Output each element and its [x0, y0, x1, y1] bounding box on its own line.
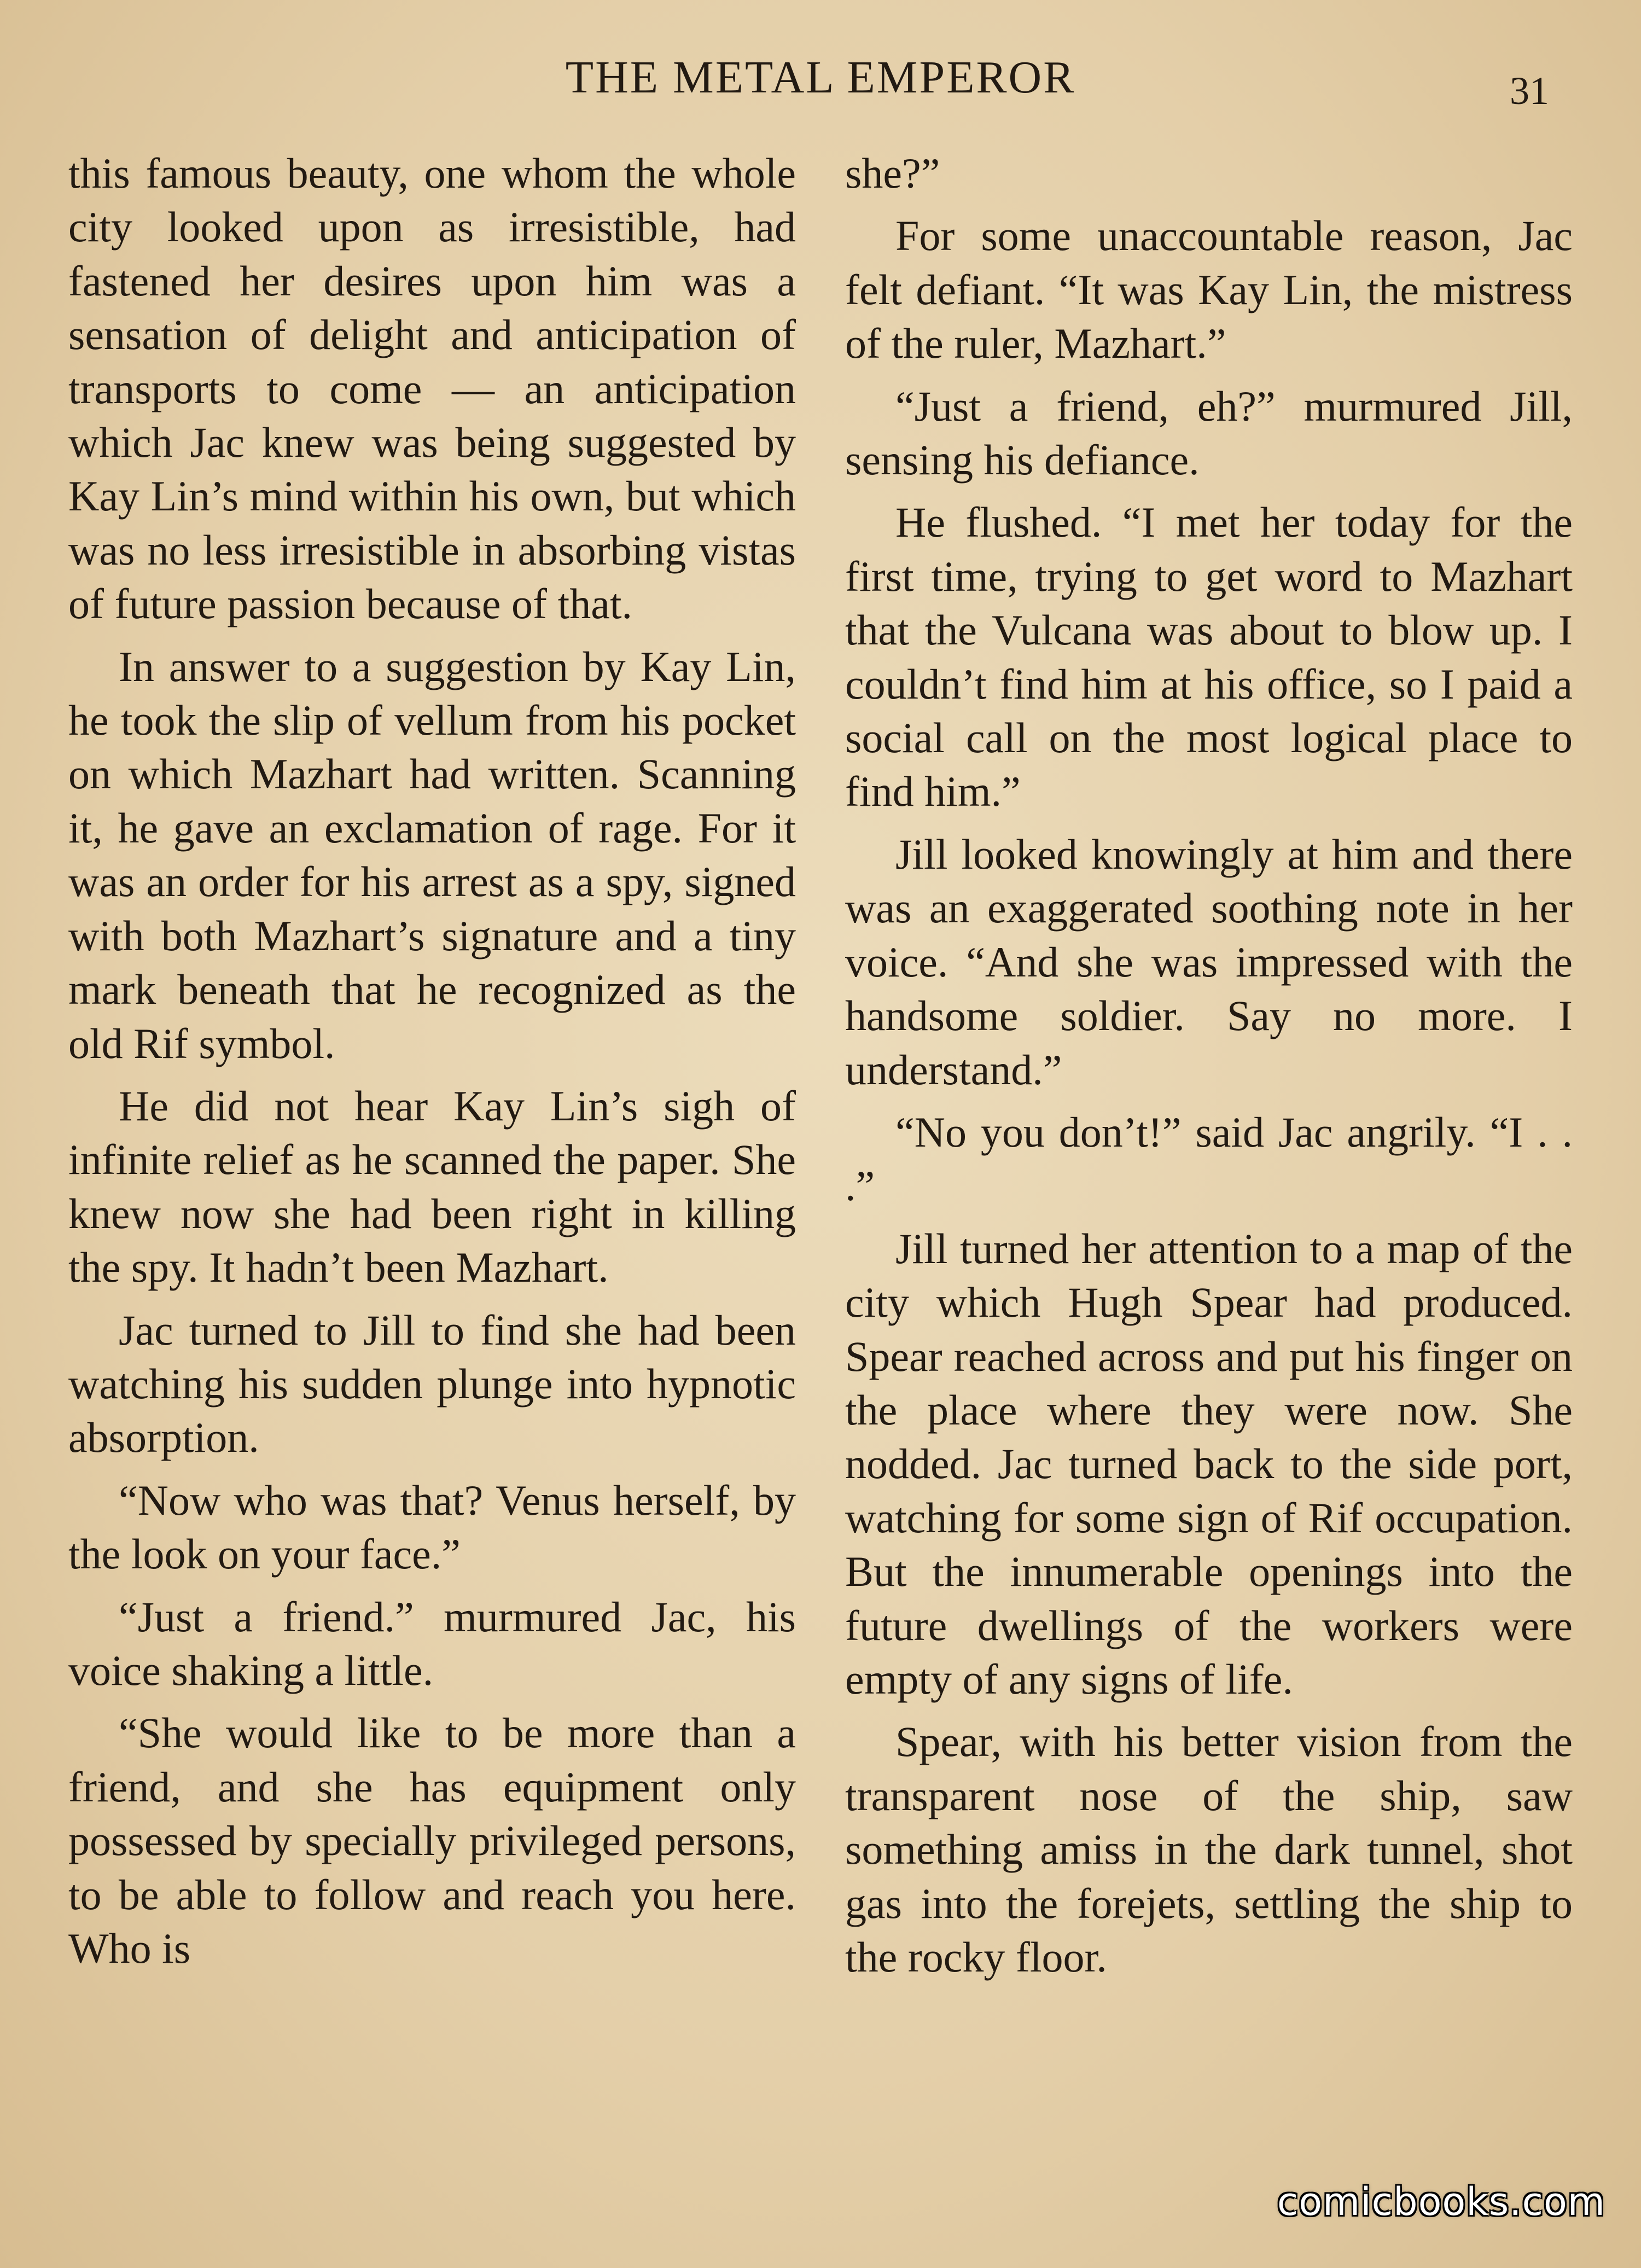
- left-column: [68, 147, 796, 1984]
- paragraph: she?”: [845, 149, 940, 197]
- running-head-title: THE METAL EMPEROR: [565, 52, 1076, 103]
- right-column: [845, 147, 1573, 1993]
- paragraph: “Just a friend.” murmured Jac, his voice shaking a little.: [68, 1592, 796, 1694]
- paragraph: “No you don’t!” said Jac angrily. “I . . .”: [845, 1108, 1573, 1210]
- paragraph: He flushed. “I met her today for the first time, trying to get word to Mazhart that the Vulcana was about to blow up. I couldn’t find him at his office, so I paid a social call on the most logical place to find him.”: [845, 498, 1573, 816]
- paragraph: this famous beauty, one whom the whole city looked upon as irresistible, had fastened her desires upon him was a sensation of delight and anticipation of transports to come — an anticipation which Jac knew was being suggested by Kay Lin’s mind within his own, but which was no less irresistible in absorbing vistas of future passion because of that.: [68, 149, 796, 628]
- paragraph: Jill looked knowingly at him and there was an exaggerated soothing note in her voice. “And she was impressed with the handsome soldier. Say no more. I understand.”: [845, 830, 1573, 1094]
- watermark-logo: comicbooks.com: [1277, 2179, 1605, 2224]
- paragraph: “Just a friend, eh?” murmured Jill, sensing his defiance.: [845, 382, 1573, 484]
- paragraph: In answer to a suggestion by Kay Lin, he took the slip of vellum from his pocket on which Mazhart had written. Scanning it, he gave an exclamation of rage. For it was an order for his arrest as a spy, signed with both Mazhart’s signature and a tiny mark beneath that he recognized as the old Rif symbol.: [68, 642, 796, 1067]
- paragraph: Jill turned her attention to a map of the city which Hugh Spear had produced. Spear reached across and put his finger on the place where they were now. She nodded. Jac turned back to the side port, watching for some sign of Rif occupation. But the innumerable openings into the future dwellings of the workers were empty of any signs of life.: [845, 1224, 1573, 1703]
- paragraph: Spear, with his better vision from the transparent nose of the ship, saw something amiss in the dark tunnel, shot gas into the forejets, settling the ship to the rocky floor.: [845, 1718, 1573, 1981]
- paragraph: For some unaccountable reason, Jac felt defiant. “It was Kay Lin, the mistress of the ruler, Mazhart.”: [845, 212, 1573, 368]
- page-number: 31: [1510, 69, 1549, 113]
- paragraph: “Now who was that? Venus herself, by the look on your face.”: [68, 1476, 796, 1578]
- paragraph: “She would like to be more than a friend, and she has equipment only possessed by specially privileged persons, to be able to follow and reach you here. Who is: [68, 1709, 796, 1972]
- paragraph: He did not hear Kay Lin’s sigh of infinite relief as he scanned the paper. She knew now she had been right in killing the spy. It hadn’t been Mazhart.: [68, 1081, 796, 1292]
- paragraph: Jac turned to Jill to find she had been watching his sudden plunge into hypnotic absorption.: [68, 1306, 796, 1462]
